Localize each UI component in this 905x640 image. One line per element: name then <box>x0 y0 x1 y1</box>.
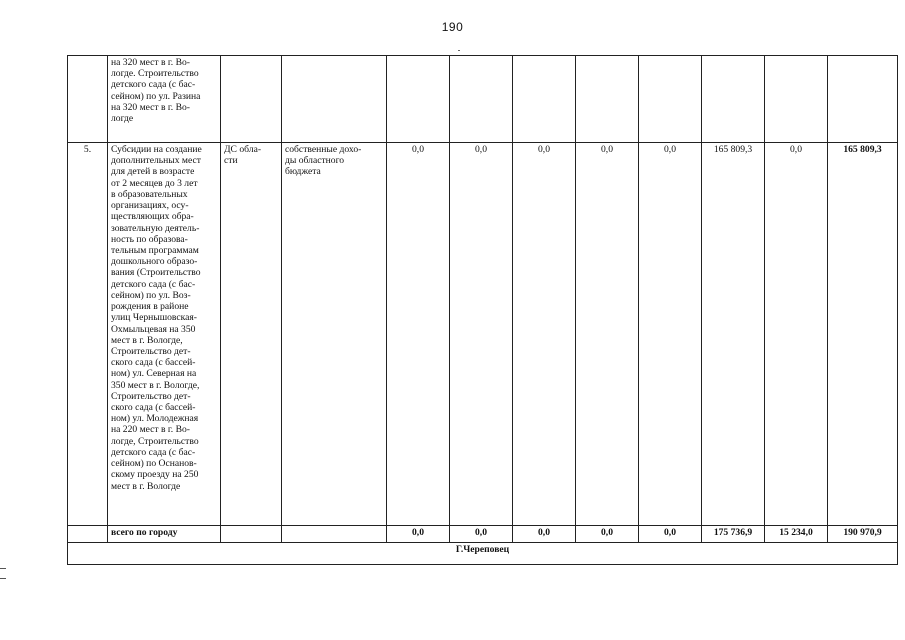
margin-mark <box>0 578 6 579</box>
total-value: 15 234,0 <box>765 526 828 543</box>
executor-text: ДС обла- сти <box>224 144 262 167</box>
description-text: на 320 мест в г. Во- логде. Строительство детского сада (с бас- сейном) по ул. Разина на 320 мест в г. Во- логде <box>111 57 201 125</box>
source-cell <box>282 526 387 543</box>
value-cell <box>387 56 450 143</box>
total-value: 190 970,9 <box>828 526 898 543</box>
row-index: 5. <box>68 143 108 526</box>
index-cell <box>68 56 108 143</box>
value-cell-total: 165 809,3 <box>828 143 898 526</box>
description-cell <box>108 143 221 526</box>
total-value: 0,0 <box>576 526 639 543</box>
source-text: собственные дохо- ды областного бюджета <box>285 144 362 178</box>
value-cell <box>576 56 639 143</box>
value-cell <box>702 56 765 143</box>
value-cell <box>639 56 702 143</box>
value-cell: 0,0 <box>576 143 639 526</box>
source-cell <box>282 143 387 526</box>
value-cell: 165 809,3 <box>702 143 765 526</box>
total-value: 0,0 <box>639 526 702 543</box>
executor-cell <box>221 56 282 143</box>
value-cell: 0,0 <box>450 143 513 526</box>
value-cell: 0,0 <box>639 143 702 526</box>
value-cell: 0,0 <box>765 143 828 526</box>
value-cell <box>450 56 513 143</box>
page-number: 190 <box>441 20 464 34</box>
margin-mark <box>0 568 6 569</box>
scan-artifact-dot <box>458 50 460 51</box>
budget-table <box>67 55 898 565</box>
total-label: всего по городу <box>108 526 221 543</box>
executor-cell <box>221 526 282 543</box>
total-value: 0,0 <box>387 526 450 543</box>
total-value: 0,0 <box>513 526 576 543</box>
description-text: Субсидии на создание дополнительных мест для детей в возрасте от 2 месяцев до 3 лет в образовательных организациях, осу- ществляющих обра- зовательную деятель- ность по образова- тельным программам дошкольного образо- вания (Строительство детского сада (с бас- сейном) по ул. Воз- рождения в районе улиц Чернышовская- Охмыльцевая на 350 мест в г. Вологде, Строительство дет- ского сада (с бассей- ном) ул. Северная на 350 мест в г. Вологде, Строительство дет- ского сада (с бассей- ном) ул. Молодежная на 220 мест в г. Во- логде, Строительство детского сада (с бас- сейном) по Оснанов- скому проезду на 250 мест в г. Вологде <box>111 144 202 492</box>
description-cell <box>108 56 221 143</box>
table-row-city-header <box>68 543 898 565</box>
city-header: Г.Череповец <box>68 543 898 565</box>
table-row-5 <box>68 143 898 526</box>
index-cell <box>68 526 108 543</box>
value-cell <box>513 56 576 143</box>
value-cell: 0,0 <box>387 143 450 526</box>
table-row-total <box>68 526 898 543</box>
total-value: 175 736,9 <box>702 526 765 543</box>
table-row-continuation <box>68 56 898 143</box>
value-cell <box>828 56 898 143</box>
value-cell: 0,0 <box>513 143 576 526</box>
executor-cell <box>221 143 282 526</box>
total-value: 0,0 <box>450 526 513 543</box>
value-cell <box>765 56 828 143</box>
source-cell <box>282 56 387 143</box>
